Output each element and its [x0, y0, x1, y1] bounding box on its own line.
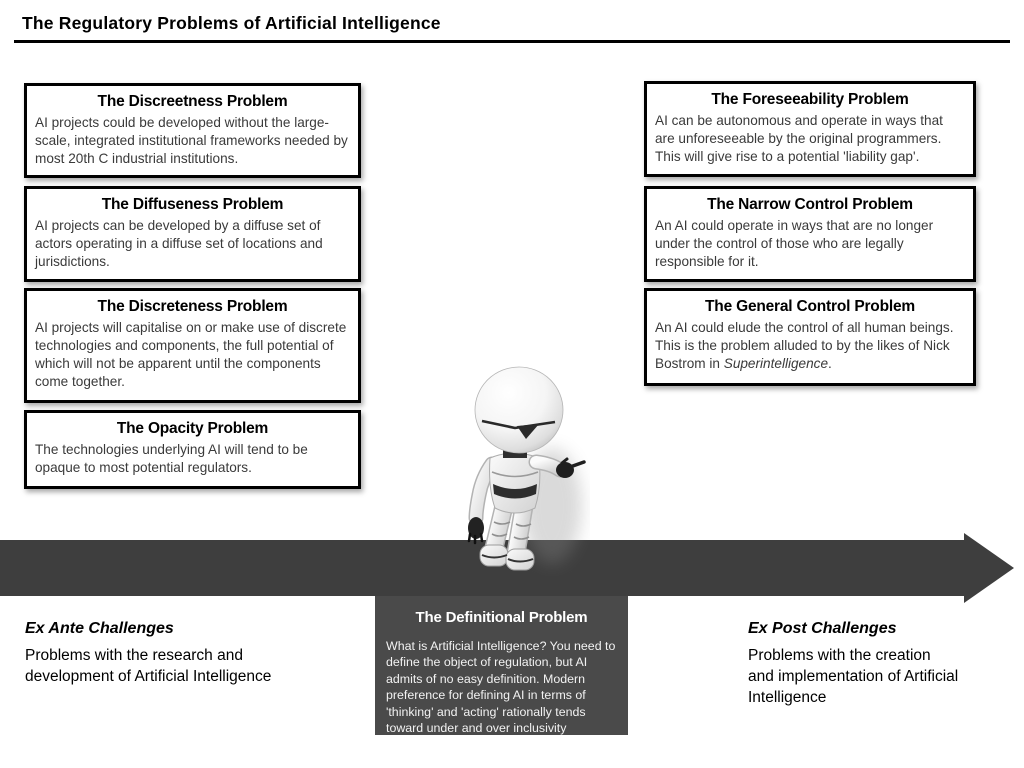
box-title: The Definitional Problem: [415, 609, 588, 626]
book-title-italic: Superintelligence: [723, 356, 829, 372]
box-body: [655, 319, 965, 373]
box-body: AI can be autonomous and operate in ways that are unforeseeable by the original programmers. This will give rise to a potential 'liability gap'.: [655, 113, 943, 165]
box-body-text: An AI could elude the control of all human beings. This is the problem alluded to by the likes of Nick Bostrom in: [655, 320, 954, 372]
box-title: The General Control Problem: [705, 298, 915, 315]
box-body: AI projects can be developed by a diffuse set of actors operating in a diffuse set of locations and jurisdictions.: [35, 218, 323, 270]
problem-box-discreetness: [24, 83, 361, 178]
problem-box-narrow-control: [644, 186, 976, 282]
box-body: AI projects will capitalise on or make use of discrete technologies and components, the full potential of which will not be apparent until the components come together.: [35, 320, 347, 390]
box-title: The Discreetness Problem: [97, 93, 288, 110]
ex-ante-heading: Ex Ante Challenges: [25, 620, 174, 637]
arrowhead-icon: [964, 533, 1014, 603]
box-title: The Narrow Control Problem: [707, 196, 913, 213]
problem-box-general-control: [644, 288, 976, 386]
problem-box-diffuseness: [24, 186, 361, 282]
box-title: The Discreteness Problem: [97, 298, 288, 315]
box-title: The Foreseeability Problem: [711, 91, 909, 108]
ex-post-caption: [748, 620, 960, 708]
box-body: What is Artificial Intelligence? You need to define the object of regulation, but AI admits of no easy definition. Modern preference for defining AI in terms of 'thinking' and 'acting' rationally tends toward under and over inclusivity: [386, 639, 616, 735]
page-title: The Regulatory Problems of Artificial Intelligence: [22, 13, 441, 33]
box-body-text: .: [828, 356, 832, 372]
ex-post-body: Problems with the creation and implementation of Artificial Intelligence: [748, 647, 959, 706]
box-body: AI projects could be developed without the large-scale, integrated institutional frameworks needed by most 20th C industrial institutions.: [35, 115, 348, 167]
ex-ante-body: Problems with the research and development of Artificial Intelligence: [25, 647, 272, 685]
problem-box-definitional: [375, 596, 628, 735]
box-body: An AI could operate in ways that are no longer under the control of those who are legally responsible for it.: [655, 218, 934, 270]
robot-icon: [438, 360, 590, 576]
problem-box-opacity: [24, 410, 361, 489]
box-body: The technologies underlying AI will tend to be opaque to most potential regulators.: [35, 442, 308, 476]
box-title: The Opacity Problem: [116, 420, 269, 437]
problem-box-discreteness: [24, 288, 361, 403]
ex-post-heading: Ex Post Challenges: [748, 620, 897, 637]
box-title: The Diffuseness Problem: [101, 196, 284, 213]
problem-box-foreseeability: [644, 81, 976, 177]
title-divider: [14, 40, 1010, 43]
ex-ante-caption: [25, 620, 273, 687]
